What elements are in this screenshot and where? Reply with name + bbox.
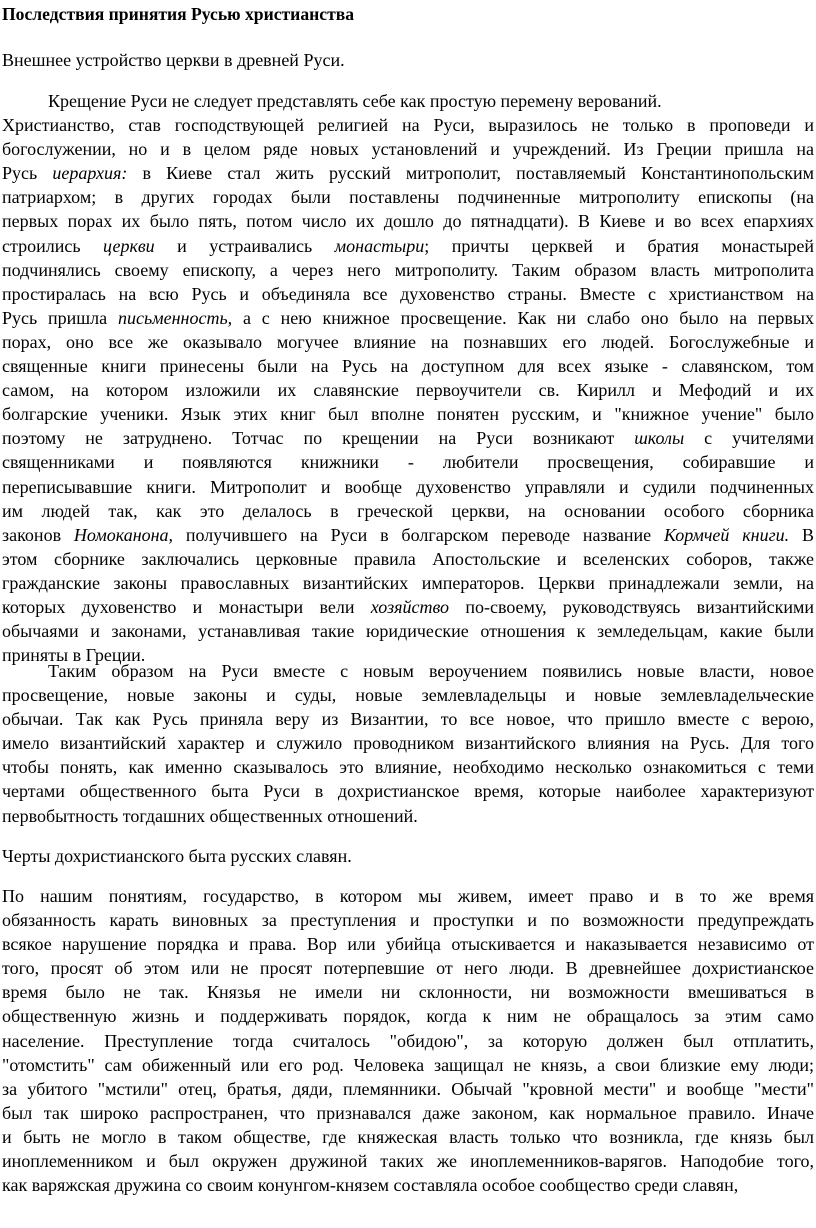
text-segment: Христианство, став господствующей религией на Руси, выразилось не только в проповеди и bbox=[2, 115, 814, 136]
text-line: имело византийский характер и служило проводником византийского влияния на Русь. Для того bbox=[2, 733, 814, 754]
text-line bbox=[2, 185, 814, 209]
text-segment: приняты в Греции. bbox=[2, 645, 146, 666]
text-segment: священниками и появляются книжники - любители просвещения, собиравшие и bbox=[2, 452, 814, 473]
text-line bbox=[2, 547, 814, 571]
text-segment: с учителями bbox=[684, 428, 814, 449]
text-segment: по-своему, руководствуясь византийскими bbox=[449, 596, 814, 617]
text-line bbox=[2, 523, 814, 547]
text-segment: получившего на Руси в болгарском переводе название bbox=[173, 524, 664, 545]
text-segment: им людей так, как это делалось в греческой церкви, на основании особого сборника bbox=[2, 500, 814, 521]
text-line: чтобы понять, как именно сказывалось это влияние, необходимо несколько ознакомиться с теми bbox=[2, 757, 814, 778]
italic-term: школы bbox=[634, 428, 685, 449]
document-title: Последствия принятия Русью христианства bbox=[2, 4, 355, 24]
text-line: время было не так. Князья не имели ни склонности, ни возможности вмешиваться в bbox=[2, 982, 814, 1003]
italic-term: Номоканона, bbox=[73, 524, 174, 545]
text-line: как варяжская дружина со своим конунгом-князем составляла особое сообщество среди славян, bbox=[2, 1175, 739, 1196]
text-segment: Крещение Руси не следует представлять себе как простую перемену верований. bbox=[48, 91, 662, 111]
text-segment: в Киеве стал жить русский митрополит, поставляемый Константинопольским bbox=[127, 163, 815, 184]
text-segment: простиралась на всю Русь и объединяла все духовенство страны. Вместе с христианством на bbox=[2, 283, 814, 304]
text-segment: законов bbox=[2, 524, 74, 545]
text-line bbox=[2, 499, 814, 523]
text-line: По нашим понятиям, государство, в котором мы живем, имеет право и в то же время bbox=[2, 886, 814, 906]
italic-term: монастыри bbox=[334, 235, 425, 256]
text-segment: самом, на котором изложили их славянские первоучители св. Кирилл и Мефодий и их bbox=[2, 380, 814, 401]
text-segment: богослужении, но и в целом ряде новых установлений и учреждений. Из Греции пришла на bbox=[2, 139, 814, 160]
text-line: обычаи. Так как Русь приняла веру из Византии, то все новое, что пришло вместе с верою, bbox=[2, 709, 814, 730]
text-segment: болгарские ученики. Язык этих книг был вполне понятен русским, и "книжное учение" было bbox=[2, 404, 814, 425]
text-line: чертами общественного быта Руси в дохристианское время, которые наиболее характеризуют bbox=[2, 781, 814, 802]
text-line bbox=[2, 137, 814, 161]
text-line: был так широко распространен, что признавался даже законом, как нормальное правило. Иначе bbox=[2, 1102, 814, 1123]
text-segment: которых духовенство и монастыри вели bbox=[2, 596, 371, 617]
text-segment: патриархом; в других городах были поставлены подчиненные митрополиту епископы (на bbox=[2, 187, 814, 208]
text-line bbox=[2, 330, 814, 354]
text-line: просвещение, новые законы и суды, новые землевладельцы и новые землевладельческие bbox=[2, 685, 814, 706]
text-line: первобытность тогдашних общественных отношений. bbox=[2, 805, 418, 826]
italic-term: Кормчей книги. bbox=[663, 524, 790, 545]
text-line bbox=[2, 234, 814, 258]
paragraph-pre-christian-society bbox=[2, 884, 814, 1197]
text-segment: порах, оно все же оказывало могучее влияние на познавших его людей. Богослужебные и bbox=[2, 331, 814, 352]
text-line: всякое нарушение порядка и права. Вор или убийца отыскивается и наказывается независимо от bbox=[2, 934, 814, 955]
text-segment: переписывавшие книги. Митрополит и вообще духовенство управляли и судили подчиненных bbox=[2, 476, 814, 497]
italic-term: письменность, bbox=[117, 307, 233, 328]
text-segment: гражданские законы православных византийских императоров. Церкви принадлежали земли, на bbox=[2, 572, 814, 593]
text-line: за убитого "мстили" отец, братья, дяди, племянники. Обычай "кровной мести" и вообще "мести" bbox=[2, 1078, 814, 1099]
text-line: Таким образом на Руси вместе с новым вероучением появились новые власти, новое bbox=[48, 661, 814, 681]
text-line: население. Преступление тогда считалось "обидою", за которую должен был отплатить, bbox=[2, 1030, 814, 1051]
text-line bbox=[2, 595, 814, 619]
text-line: иноплеменником и был окружен дружиной таких же иноплеменников-варягов. Наподобие того, bbox=[2, 1151, 814, 1172]
text-line bbox=[2, 282, 814, 306]
text-segment: а с нею книжное просвещение. Как ни слабо оно было на первых bbox=[232, 307, 814, 328]
paragraph-baptism-consequences bbox=[2, 89, 814, 667]
text-segment: обычаями и законами, устанавливая такие юридические отношения к земледельцам, какие были bbox=[2, 621, 814, 642]
section-subheading-pre-christian-life: Черты дохристианского быта русских славян. bbox=[2, 846, 352, 866]
text-line bbox=[2, 450, 814, 474]
text-line bbox=[2, 89, 814, 113]
text-line bbox=[2, 378, 814, 402]
text-line bbox=[2, 354, 814, 378]
text-line bbox=[2, 402, 814, 426]
text-line bbox=[2, 161, 814, 185]
text-segment: поэтому не затруднено. Тотчас по крещении на Руси возникают bbox=[2, 428, 635, 449]
text-line bbox=[2, 426, 814, 450]
text-segment: подчинялись своему епископу, а через него митрополиту. Таким образом власть митрополита bbox=[2, 259, 814, 280]
text-line: общественную жизнь и поддерживать порядок, когда к ним не обращалось за этим само bbox=[2, 1006, 814, 1027]
text-segment: В bbox=[789, 524, 814, 545]
text-line: обязанность карать виновных за преступления и проступки и по возможности предупреждать bbox=[2, 910, 814, 931]
italic-term: иерархия: bbox=[52, 163, 128, 184]
text-segment: строились bbox=[2, 235, 103, 256]
text-line bbox=[2, 475, 814, 499]
text-line bbox=[2, 113, 814, 137]
text-line: "отомстить" сам обиженный или его род. Человека защищал не князь, а свои близкие ему люди; bbox=[2, 1054, 814, 1075]
italic-term: хозяйство bbox=[370, 596, 450, 617]
text-line bbox=[2, 209, 814, 233]
paragraph-byzantine-influence bbox=[2, 659, 814, 828]
text-segment: и устраивались bbox=[154, 235, 335, 256]
text-segment: священные книги принесены были на Русь на доступном для всех языке - славянском, том bbox=[2, 356, 814, 377]
text-line: того, просят об этом или не просят потерпевшие от него люди. В древнейшее дохристианское bbox=[2, 958, 814, 979]
italic-term: церкви bbox=[103, 235, 155, 256]
text-line bbox=[2, 306, 814, 330]
text-line bbox=[2, 571, 814, 595]
text-segment: Русь пришла bbox=[2, 307, 118, 328]
text-segment: ; причты церквей и братия монастырей bbox=[424, 235, 814, 256]
text-line: и быть не могло в таком обществе, где княжеская власть только что возникла, где князь был bbox=[2, 1126, 814, 1147]
text-segment: первых порах их было пять, потом число их дошло до пятнадцати). В Киеве и во всех епархиях bbox=[2, 211, 814, 232]
text-line bbox=[2, 619, 814, 643]
text-line bbox=[2, 258, 814, 282]
text-segment: Русь bbox=[2, 163, 53, 184]
text-segment: этом сборнике заключались церковные правила Апостольские и вселенских соборов, также bbox=[2, 548, 814, 569]
section-subheading-church-structure: Внешнее устройство церкви в древней Руси. bbox=[2, 50, 345, 70]
